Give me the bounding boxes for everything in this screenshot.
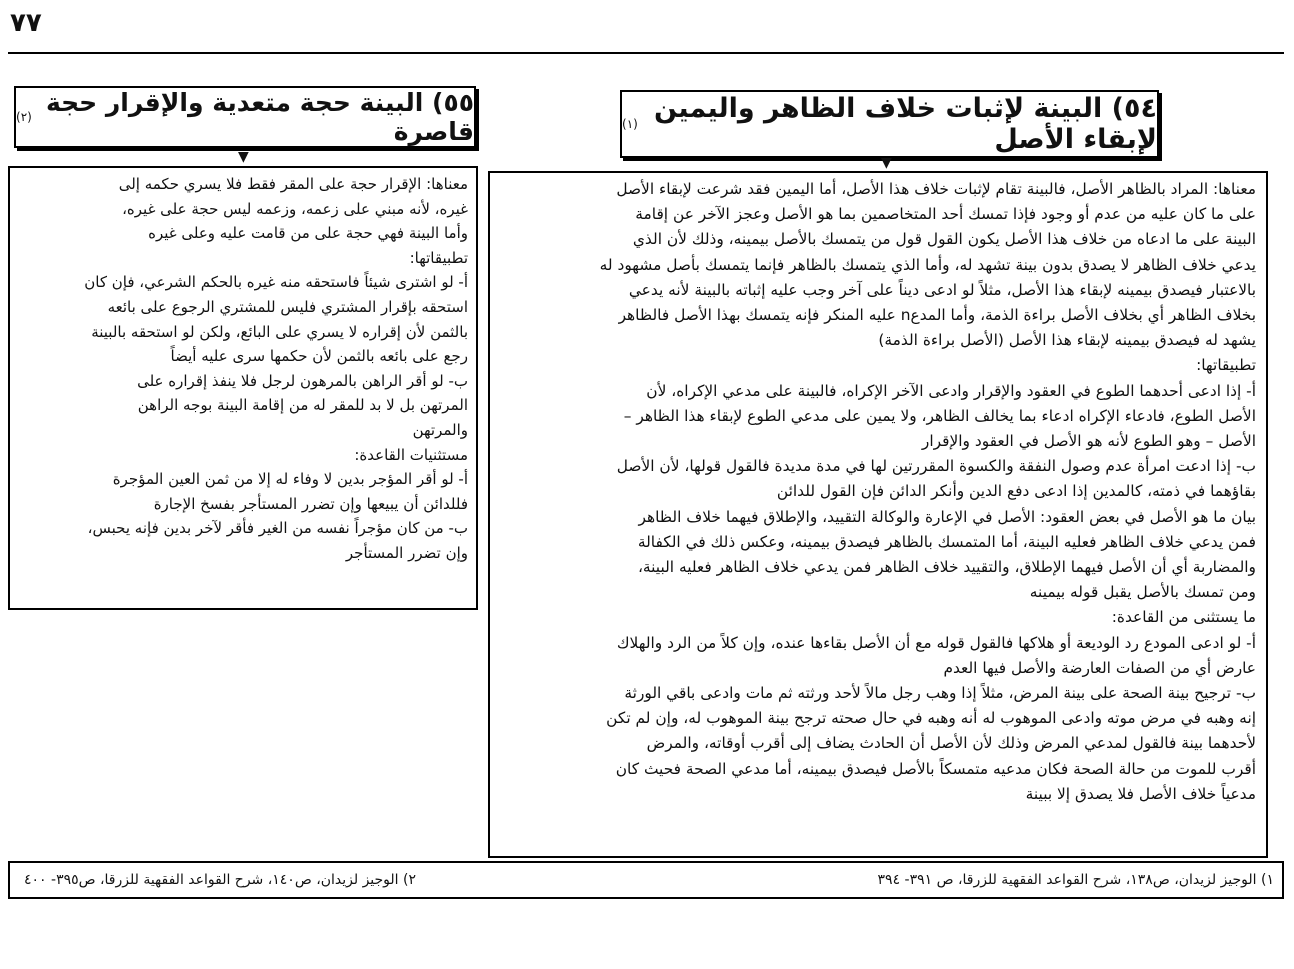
text-line: مستثنيات القاعدة: bbox=[354, 445, 468, 464]
text-line: لأحدهما بينة فالقول لمدعي المرض وذلك لأن الأصل أن الحادث يضاف إلى أقرب أوقاته، والمرض bbox=[646, 734, 1256, 753]
left-section-title-text: ٥٥) البينة حجة متعدية والإقرار حجة قاصرة bbox=[46, 88, 474, 146]
left-section-footnote-ref: (٢) bbox=[16, 110, 32, 124]
text-line: بالاعتبار فيصدق بيمينه لإبقاء هذا الأصل، مثلاً لو ادعى ديناً على آخر وجب عليه إثباته بالبينة لأنه يدعي bbox=[628, 280, 1256, 299]
right-section-body bbox=[488, 171, 1268, 858]
left-section-title bbox=[14, 86, 476, 148]
text-line: الأصل – وهو الطوع لأنه هو الأصل في العقود والإقرار bbox=[921, 432, 1256, 451]
text-line: البينة على ما ادعاه من خلاف هذا الأصل يكون القول قول من يتمسك بالأصل بيمينه، وذلك لأن الذي bbox=[632, 230, 1256, 249]
left-section-body bbox=[8, 166, 478, 610]
right-section-arrow-icon: ▼ bbox=[881, 155, 892, 171]
text-line: معناها: الإقرار حجة على المقر فقط فلا يسري حكمه إلى bbox=[118, 175, 468, 193]
footnotes-bar bbox=[8, 861, 1284, 899]
text-line: بخلاف الظاهر أي بخلاف الأصل براءة الذمة، وأما المدعn عليه المنكر فإنه يتمسك بهذا الأصل فالظاهر bbox=[618, 306, 1256, 325]
text-line: الأصل الطوع، فادعاء الإكراه ادعاء بما يخالف الظاهر، ولا يمين على مدعي الطوع لإبقاء هذا الظاهر – bbox=[623, 406, 1256, 425]
text-line: ب- من كان مؤجراً نفسه من الغير فأقر لآخر بدين فإنه يحبس، bbox=[87, 519, 468, 538]
text-line: ب- ترجيح بينة الصحة على بينة المرض، مثلاً إذا وهب رجل مالاً لأحد ورثته ثم مات وادعى باقي الورثة bbox=[624, 684, 1256, 703]
text-line: رجع على بائعه بالثمن لأن حكمها سرى عليه أيضاً bbox=[170, 347, 468, 366]
text-line: ما يستثنى من القاعدة: bbox=[1111, 608, 1256, 627]
text-line: غيره، لأنه مبني على زعمه، وزعمه ليس حجة على غيره، bbox=[122, 199, 468, 218]
right-section-title-text: ٥٤) البينة لإثبات خلاف الظاهر واليمين لإبقاء الأصل bbox=[654, 93, 1157, 155]
text-line: بيان ما هو الأصل في بعض العقود: الأصل في الإعارة والوكالة التقييد، والإطلاق فيهما خلاف الظاهر bbox=[638, 507, 1256, 526]
text-line: مدعياً خلاف الأصل فلا يصدق إلا ببينة bbox=[1025, 784, 1256, 803]
text-line: بقاؤهما في ذمته، كالمدين إذا ادعى دفع الدين وأنكر الدائن فإن القول للدائن bbox=[776, 482, 1256, 501]
text-line: بالثمن لأن إقراره لا يسري على البائع، ولكن لو استحقه بالبينة bbox=[91, 322, 468, 341]
text-line: تطبيقاتها: bbox=[1196, 356, 1256, 375]
text-line: ومن تمسك بالأصل يقبل قوله بيمينه bbox=[1029, 583, 1256, 602]
text-line: فللدائن أن يبيعها وإن تضرر المستأجر بفسخ الإجارة bbox=[153, 494, 468, 513]
text-line: معناها: المراد بالظاهر الأصل، فالبينة تقام لإثبات خلاف هذا الأصل، أما اليمين فقد شرعت لإبقاء الأصل bbox=[616, 180, 1256, 198]
text-line: أ- لو أقر المؤجر بدين لا وفاء له إلا من ثمن العين المؤجرة bbox=[112, 470, 468, 489]
text-line: إنه وهبه في مرض موته وادعى الموهوب له أنه وهبه في حال صحته ترجح بينة الموهوب له، وإن لم تكن bbox=[606, 709, 1256, 728]
text-line: تطبيقاتها: bbox=[409, 248, 468, 267]
footnote-1: ١) الوجيز لزيدان، ص١٣٨، شرح القواعد الفقهية للزرقا، ص ٣٩١- ٣٩٤ bbox=[877, 872, 1274, 888]
left-section-arrow-icon: ▼ bbox=[238, 149, 249, 165]
text-line: والمضاربة أي أن الأصل فيهما الإطلاق، والتقييد خلاف الظاهر فمن يدعي خلاف الظاهر فعليه البينة، bbox=[637, 558, 1256, 577]
right-section-title bbox=[620, 90, 1159, 158]
footnote-2: ٢) الوجيز لزيدان، ص١٤٠، شرح القواعد الفقهية للزرقا، ص٣٩٥- ٤٠٠ bbox=[24, 872, 417, 888]
text-line: أ- إذا ادعى أحدهما الطوع في العقود والإقرار وادعى الآخر الإكراه، فالبينة على مدعي الإكراه، لأن bbox=[646, 381, 1256, 400]
text-line: استحقه بإقرار المشتري فليس للمشتري الرجوع على بائعه bbox=[107, 297, 468, 316]
text-line: فمن يدعي خلاف الظاهر فعليه البينة، أما المتمسك بالظاهر فيصدق بيمينه، وعكس ذلك في الكفالة bbox=[637, 532, 1256, 551]
top-rule bbox=[8, 52, 1284, 54]
text-line: وإن تضرر المستأجر bbox=[345, 543, 468, 562]
text-line: عارض أي من الصفات العارضة والأصل فيها العدم bbox=[943, 658, 1256, 677]
text-line: ب- إذا ادعت امرأة عدم وصول النفقة والكسوة المقررتين لها في مدة مديدة فالقول قولها، لأن الأصل bbox=[616, 457, 1256, 476]
text-line: يدعي خلاف الظاهر لا يصدق بدون بينة تشهد له، وأما الذي يتمسك بالظاهر فإنما يتمسك بأصل مشهود له bbox=[599, 255, 1256, 274]
text-line: أ- لو اشترى شيئاً فاستحقه منه غيره بالحكم الشرعي، فإن كان bbox=[84, 273, 468, 292]
text-line: على ما كان عليه من عدم أو وجود فإذا تمسك أحد المتخاصمين بما هو الأصل وعجز الآخر عن إقامة bbox=[635, 205, 1256, 224]
text-line: وأما البينة فهي حجة على من قامت عليه وعلى غيره bbox=[148, 224, 468, 243]
text-line: أ- لو ادعى المودع رد الوديعة أو هلاكها فالقول قوله مع أن الأصل بقاءها عنده، وإن كلاً من الرد والهلاك bbox=[616, 633, 1256, 652]
text-line: أقرب للموت من حالة الصحة فكان مدعيه متمسكاً بالأصل فيصدق بيمينه، أما مدعي الصحة فحيث كان bbox=[615, 759, 1256, 778]
text-line: والمرتهن bbox=[412, 420, 468, 439]
page-number: ٧٧ bbox=[10, 8, 42, 38]
text-line: المرتهن بل لا بد للمقر له من إقامة البينة بوجه الراهن bbox=[137, 396, 468, 415]
right-section-footnote-ref: (١) bbox=[622, 117, 638, 131]
text-line: ب- لو أقر الراهن بالمرهون لرجل فلا ينفذ إقراره على bbox=[137, 371, 468, 390]
text-line: يشهد له فيصدق بيمينه لإبقاء هذا الأصل (الأصل براءة الذمة) bbox=[878, 331, 1256, 350]
